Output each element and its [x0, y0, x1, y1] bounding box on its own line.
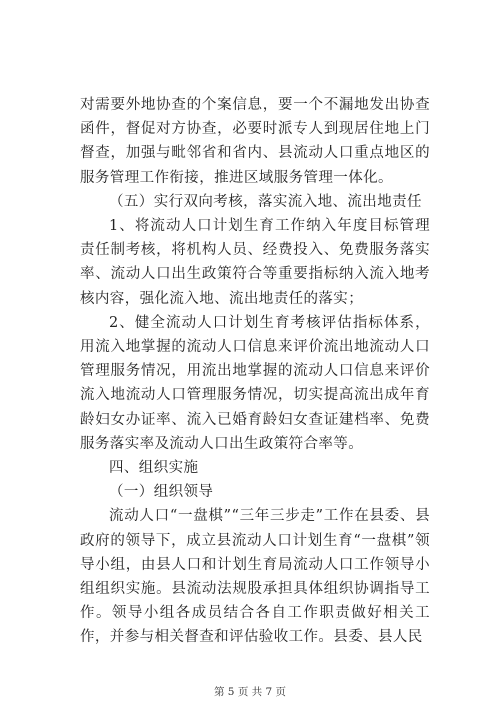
paragraph-p1: 对需要外地协查的个案信息，要一个不漏地发出协查函件，督促对方协查，必要时派专人到现居住地上门督查，加强与毗邻省和省内、县流动人口重点地区的服务管理工作衔接，推进区域服务管理一体化。: [80, 97, 430, 186]
paragraph-item-1: 1、将流动人口计划生育工作纳入年度目标管理责任制考核，将机构人员、经费投入、免费服务落实率、流动人口出生政策符合等重要指标纳入流入地考核内容，强化流入地、流出地责任的落实；: [80, 218, 430, 307]
document-body: [80, 93, 430, 650]
paragraph-item-2: 2、健全流动人口计划生育考核评估指标体系，用流入地掌握的流动人口信息来评价流出地流动人口管理服务情况，用流出地掌握的流动人口信息来评价流入地流动人口管理服务情况，切实提高流出成年育龄妇女办证率、流入已婚育龄妇女查证建档率、免费服务落实率及流动人口出生政策符合率等。: [80, 314, 430, 452]
page-footer: 第 5 页 共 7 页: [213, 686, 287, 698]
subsection-heading-1: （一）组织领导: [109, 484, 214, 501]
section-heading-5: （五）实行双向考核，落实流入地、流出地责任: [109, 193, 422, 210]
section-heading-4: 四、组织实施: [109, 460, 199, 477]
paragraph-organization: 流动人口“一盘棋”“三年三步走”工作在县委、县政府的领导下，成立县流动人口计划生育“一盘棋”领导小组，由县人口和计划生育局流动人口工作领导小组组织实施。县流动法规股承担具体组织协调指导工作。领导小组各成员结合各自工作职责做好相关工作，并参与相关督查和评估验收工作。县委、县人民: [80, 508, 430, 646]
